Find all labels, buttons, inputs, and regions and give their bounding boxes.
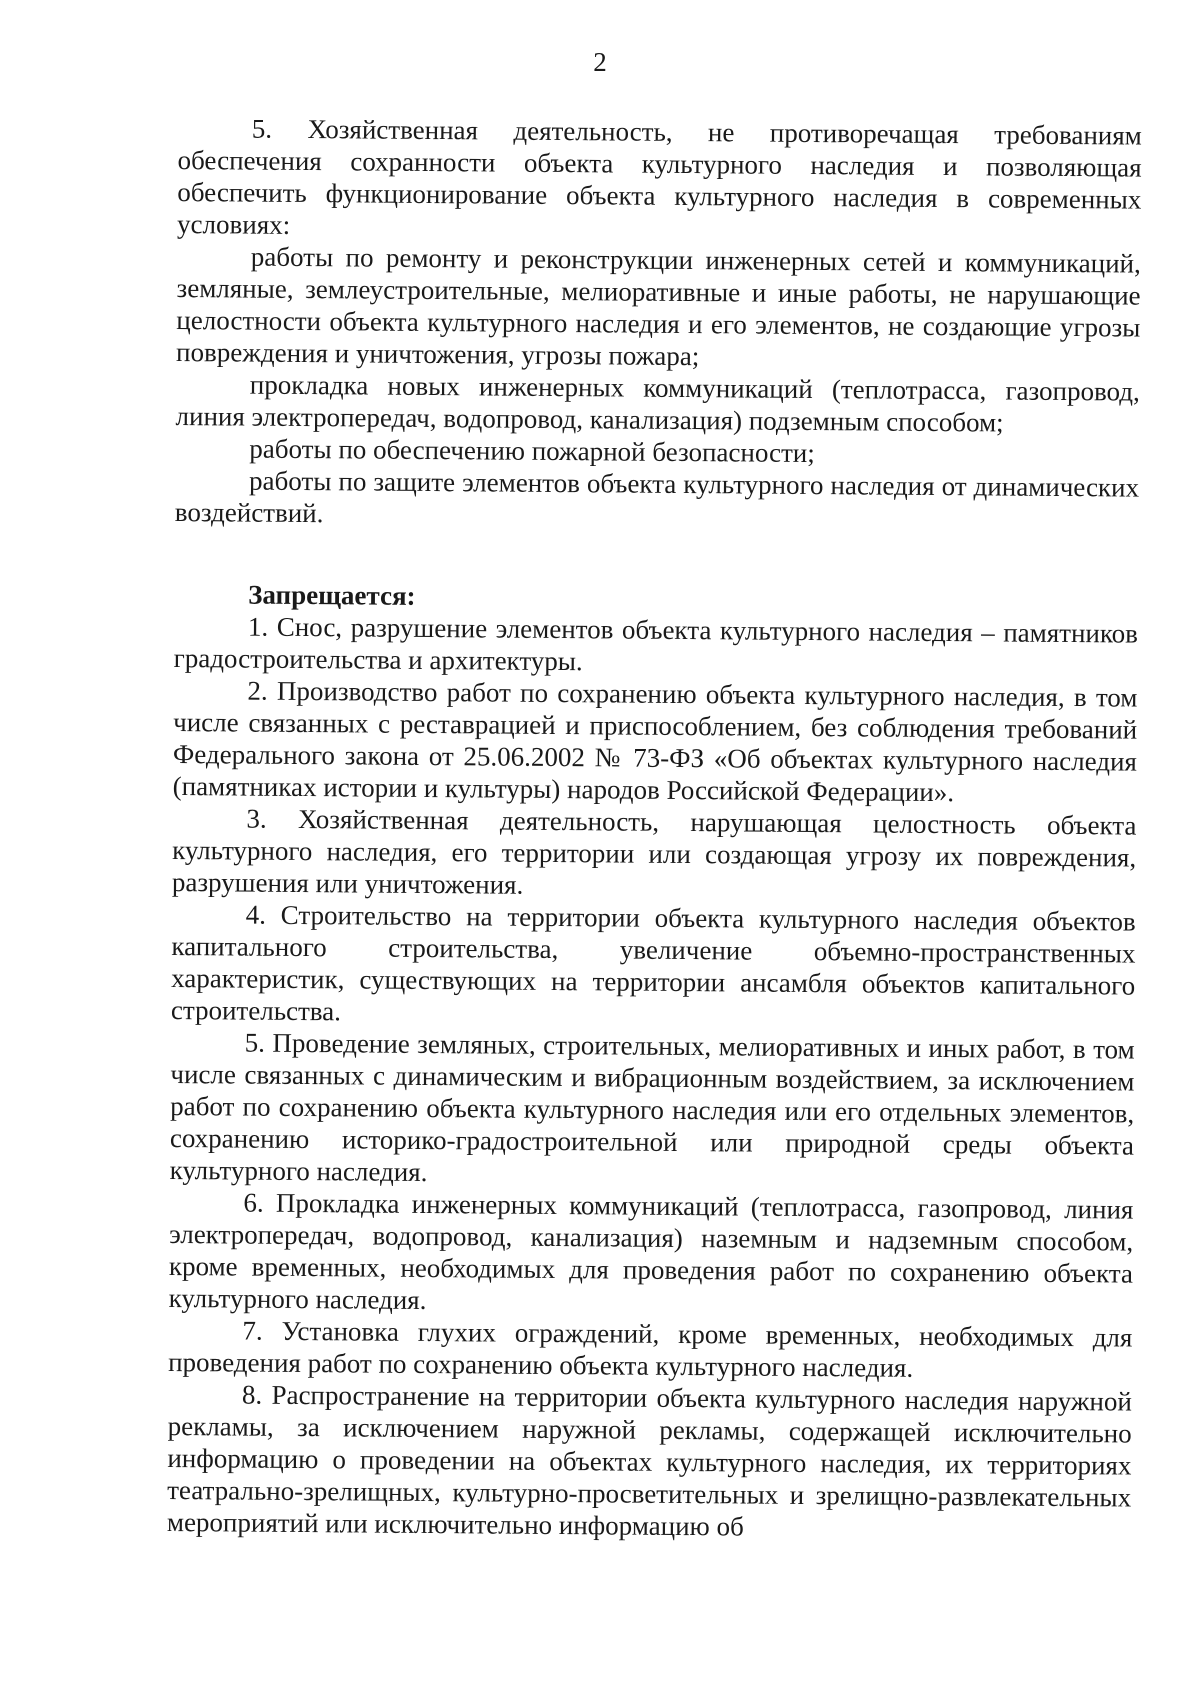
prohibition-item: 7. Установка глухих ограждений, кроме временных, необходимых для проведения работ по сохранению объекта культурного наследия.	[168, 1315, 1133, 1383]
page-number: 2	[593, 47, 607, 77]
paragraph: работы по защите элементов объекта культурного наследия от динамических воздействий.	[174, 465, 1140, 529]
section-heading: Запрещается:	[248, 579, 416, 611]
section-prohibited-activities	[167, 578, 1139, 1546]
section-permitted-activities	[175, 112, 1142, 536]
document-body	[167, 112, 1142, 1546]
prohibition-item: 8. Распространение на территории объекта культурного наследия наружной рекламы, за исключением наружной рекламы, содержащей исключительно информацию о проведении на объектах культурного наследия, их территориях театрально-зрелищных, культурно-просветительных и зрелищно-развлекательных мероприятий или исключительно информацию об	[166, 1379, 1133, 1542]
prohibition-item: 6. Прокладка инженерных коммуникаций (теплотрасса, газопровод, линия электропередач, водопровод, канализация) наземным и надземным способом, кроме временных, необходимых для проведения работ по сохранению объекта культурного наследия.	[168, 1187, 1134, 1315]
paragraph: прокладка новых инженерных коммуникаций (теплотрасса, газопровод, линия электропередач, водопровод, канализация) подземным способом;	[175, 369, 1140, 438]
prohibition-item: 3. Хозяйственная деятельность, нарушающая целостность объекта культурного наследия, его территории или создающая угрозу их повреждения, разрушения или уничтожения.	[171, 803, 1137, 900]
paragraph: работы по ремонту и реконструкции инженерных сетей и коммуникаций, земляные, землеустроительные, мелиоративные и иные работы, не нарушающие целостности объекта культурного наследия и его элементов, не создающие угрозы повреждения и уничтожения, угрозы пожара;	[175, 241, 1141, 372]
prohibition-item: 5. Проведение земляных, строительных, мелиоративных и иных работ, в том числе связанных с динамическим и вибрационным воздействием, за исключением работ по сохранению объекта культурного наследия или его отдельных элементов, сохранению историко-градостроительной или природной среды объекта культурного наследия.	[169, 1027, 1135, 1187]
prohibition-item: 1. Снос, разрушение элементов объекта культурного наследия – памятников градостроительства и архитектуры.	[173, 611, 1139, 677]
prohibition-item: 2. Производство работ по сохранению объекта культурного наследия, в том числе связанных с реставрацией и приспособлением, без соблюдения требований Федерального закона от 25.06.2002 № 73-ФЗ «Об объектах культурного наследия (памятниках истории и культуры) народов Российской Федерации».	[172, 675, 1138, 808]
paragraph: работы по обеспечению пожарной безопасности;	[249, 433, 815, 469]
prohibition-item: 4. Строительство на территории объекта культурного наследия объектов капитального строительства, увеличение объемно-пространственных характеристик, существующих на территории ансамбля объектов капитального строительства.	[170, 899, 1136, 1027]
paragraph: 5. Хозяйственная деятельность, не противоречащая требованиям обеспечения сохранности объекта культурного наследия и позволяющая обеспечить функционирование объекта культурного наследия в современных условиях:	[177, 113, 1142, 240]
